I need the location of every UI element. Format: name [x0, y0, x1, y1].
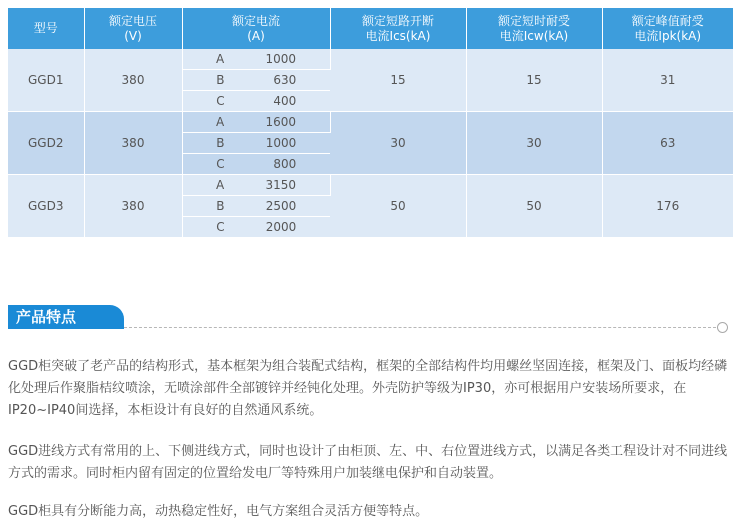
- cell-ics: 50: [330, 175, 466, 238]
- cell-ipk: 63: [602, 112, 733, 175]
- current-value: 1000: [265, 52, 296, 66]
- header-voltage: 额定电压 (V): [84, 8, 182, 49]
- current-level: C: [216, 94, 225, 108]
- cell-ics: 30: [330, 112, 466, 175]
- cell-voltage: 380: [84, 49, 182, 112]
- current-level: A: [216, 178, 225, 192]
- cell-model: GGD1: [8, 49, 84, 112]
- cell-voltage: 380: [84, 112, 182, 175]
- section-divider: [124, 327, 716, 328]
- table-header-row: [8, 8, 733, 49]
- current-level: B: [216, 73, 225, 87]
- current-value: 3150: [265, 178, 296, 192]
- header-short-time-current: 额定短时耐受 电流Icw(kA): [466, 8, 602, 49]
- cell-icw: 30: [466, 112, 602, 175]
- current-value: 630: [273, 73, 297, 87]
- current-value: 800: [273, 157, 297, 171]
- section-title: 产品特点: [8, 305, 124, 329]
- cell-voltage: 380: [84, 175, 182, 238]
- cell-ipk: 31: [602, 49, 733, 112]
- header-model: 型号: [8, 8, 84, 49]
- table-row: [8, 49, 733, 70]
- header-breaking-current: 额定短路开断 电流Ics(kA): [330, 8, 466, 49]
- current-value: 400: [273, 94, 297, 108]
- circle-end-icon: [717, 322, 728, 333]
- cell-current: [182, 91, 330, 112]
- section-header: [8, 305, 734, 331]
- current-level: C: [216, 157, 225, 171]
- cell-ics: 15: [330, 49, 466, 112]
- cell-model: GGD2: [8, 112, 84, 175]
- current-level: B: [216, 136, 225, 150]
- cell-icw: 15: [466, 49, 602, 112]
- cell-current: [182, 175, 330, 196]
- cell-ipk: 176: [602, 175, 733, 238]
- feature-paragraph-1: GGD柜突破了老产品的结构形式，基本框架为组合装配式结构，框架的全部结构件均用螺丝坚固连接，框架及门、面板均经磷化处理后作聚脂桔纹喷涂，无喷涂部件全部镀锌并经钝化处理。外壳防护等级为IP30，亦可根据用户安装场所要求，在IP20~IP40间选择，本柜设计有良好的自然通风系统。: [8, 359, 728, 418]
- cell-icw: 50: [466, 175, 602, 238]
- cell-current: [182, 133, 330, 154]
- current-value: 1000: [265, 136, 297, 150]
- feature-paragraph-2: GGD进线方式有常用的上、下侧进线方式，同时也设计了由柜顶、左、中、右位置进线方式，以满足各类工程设计对不同进线方式的需求。同时柜内留有固定的位置给发电厂等特殊用户加装继电保护和自动装置。: [8, 444, 728, 481]
- current-level: B: [216, 199, 225, 213]
- cell-current: [182, 154, 330, 175]
- cell-current: [182, 112, 330, 133]
- header-peak-current: 额定峰值耐受 电流Ipk(kA): [602, 8, 733, 49]
- cell-current: [182, 196, 330, 217]
- cell-current: [182, 49, 330, 70]
- cell-current: [182, 70, 330, 91]
- current-level: A: [216, 115, 225, 129]
- current-value: 1600: [265, 115, 296, 129]
- table-row: [8, 112, 733, 133]
- spec-table: [8, 8, 733, 238]
- current-value: 2500: [265, 199, 297, 213]
- cell-model: GGD3: [8, 175, 84, 238]
- table-row: [8, 175, 733, 196]
- current-level: A: [216, 52, 225, 66]
- cell-current: [182, 217, 330, 238]
- current-value: 2000: [265, 220, 297, 234]
- current-level: C: [216, 220, 225, 234]
- header-current: 额定电流 (A): [182, 8, 330, 49]
- feature-paragraph-3: GGD柜具有分断能力高，动热稳定性好，电气方案组合灵活方便等特点。: [8, 504, 429, 519]
